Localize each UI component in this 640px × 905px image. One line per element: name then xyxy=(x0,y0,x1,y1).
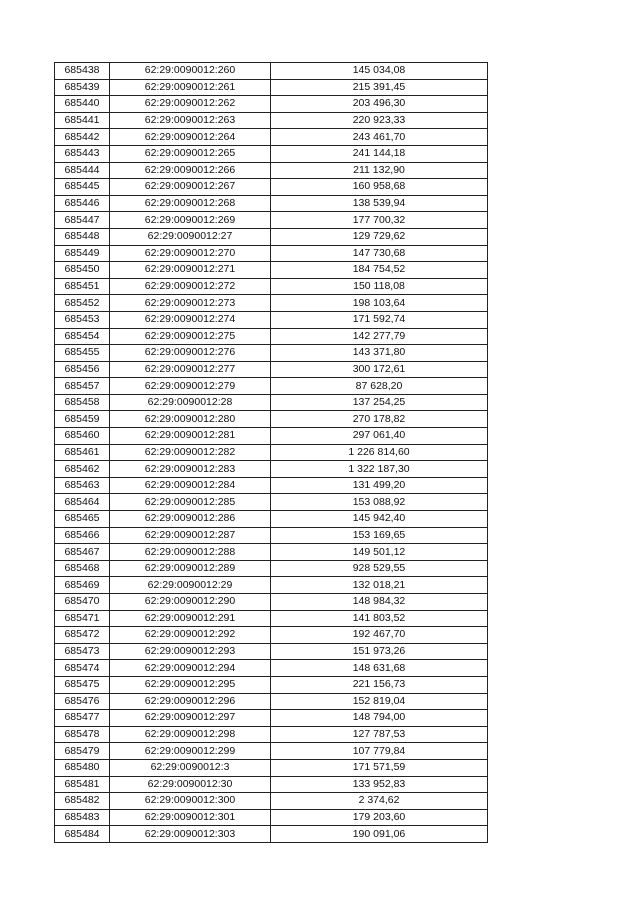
value-cell: 270 178,82 xyxy=(271,411,488,428)
row-id-cell: 685447 xyxy=(55,212,110,229)
table-row xyxy=(55,793,488,810)
cadastral-number-cell: 62:29:0090012:280 xyxy=(110,411,271,428)
value-cell: 160 958,68 xyxy=(271,179,488,196)
value-cell: 145 942,40 xyxy=(271,511,488,528)
value-cell: 297 061,40 xyxy=(271,428,488,445)
cadastral-number-cell: 62:29:0090012:268 xyxy=(110,195,271,212)
table-row xyxy=(55,477,488,494)
cadastral-number-cell: 62:29:0090012:261 xyxy=(110,79,271,96)
row-id-cell: 685450 xyxy=(55,262,110,279)
table-row xyxy=(55,112,488,129)
table-row xyxy=(55,245,488,262)
cadastral-number-cell: 62:29:0090012:272 xyxy=(110,278,271,295)
row-id-cell: 685461 xyxy=(55,444,110,461)
table-row xyxy=(55,411,488,428)
table-row xyxy=(55,378,488,395)
row-id-cell: 685479 xyxy=(55,743,110,760)
row-id-cell: 685468 xyxy=(55,560,110,577)
value-cell: 203 496,30 xyxy=(271,96,488,113)
row-id-cell: 685482 xyxy=(55,793,110,810)
cadastral-number-cell: 62:29:0090012:295 xyxy=(110,676,271,693)
cadastral-number-cell: 62:29:0090012:303 xyxy=(110,826,271,843)
value-cell: 171 592,74 xyxy=(271,311,488,328)
table-row xyxy=(55,394,488,411)
cadastral-number-cell: 62:29:0090012:300 xyxy=(110,793,271,810)
value-cell: 87 628,20 xyxy=(271,378,488,395)
table-row xyxy=(55,710,488,727)
row-id-cell: 685460 xyxy=(55,428,110,445)
row-id-cell: 685480 xyxy=(55,759,110,776)
row-id-cell: 685439 xyxy=(55,79,110,96)
row-id-cell: 685451 xyxy=(55,278,110,295)
data-table xyxy=(54,62,488,843)
cadastral-number-cell: 62:29:0090012:267 xyxy=(110,179,271,196)
table-row xyxy=(55,278,488,295)
cadastral-number-cell: 62:29:0090012:277 xyxy=(110,361,271,378)
table-row xyxy=(55,311,488,328)
value-cell: 133 952,83 xyxy=(271,776,488,793)
value-cell: 243 461,70 xyxy=(271,129,488,146)
cadastral-number-cell: 62:29:0090012:260 xyxy=(110,63,271,80)
value-cell: 145 034,08 xyxy=(271,63,488,80)
table-row xyxy=(55,361,488,378)
row-id-cell: 685452 xyxy=(55,295,110,312)
cadastral-number-cell: 62:29:0090012:288 xyxy=(110,544,271,561)
cadastral-number-cell: 62:29:0090012:265 xyxy=(110,145,271,162)
row-id-cell: 685442 xyxy=(55,129,110,146)
table-row xyxy=(55,345,488,362)
value-cell: 147 730,68 xyxy=(271,245,488,262)
value-cell: 215 391,45 xyxy=(271,79,488,96)
cadastral-number-cell: 62:29:0090012:30 xyxy=(110,776,271,793)
cadastral-number-cell: 62:29:0090012:289 xyxy=(110,560,271,577)
row-id-cell: 685463 xyxy=(55,477,110,494)
row-id-cell: 685438 xyxy=(55,63,110,80)
row-id-cell: 685472 xyxy=(55,627,110,644)
table-row xyxy=(55,328,488,345)
row-id-cell: 685478 xyxy=(55,726,110,743)
table-row xyxy=(55,295,488,312)
table-row xyxy=(55,494,488,511)
cadastral-number-cell: 62:29:0090012:286 xyxy=(110,511,271,528)
cadastral-number-cell: 62:29:0090012:283 xyxy=(110,461,271,478)
table-row xyxy=(55,643,488,660)
value-cell: 211 132,90 xyxy=(271,162,488,179)
table-row xyxy=(55,776,488,793)
row-id-cell: 685456 xyxy=(55,361,110,378)
cadastral-number-cell: 62:29:0090012:264 xyxy=(110,129,271,146)
value-cell: 198 103,64 xyxy=(271,295,488,312)
table-row xyxy=(55,660,488,677)
cadastral-number-cell: 62:29:0090012:299 xyxy=(110,743,271,760)
row-id-cell: 685457 xyxy=(55,378,110,395)
value-cell: 1 322 187,30 xyxy=(271,461,488,478)
row-id-cell: 685465 xyxy=(55,511,110,528)
row-id-cell: 685443 xyxy=(55,145,110,162)
value-cell: 1 226 814,60 xyxy=(271,444,488,461)
table-row xyxy=(55,79,488,96)
value-cell: 221 156,73 xyxy=(271,676,488,693)
row-id-cell: 685475 xyxy=(55,676,110,693)
cadastral-number-cell: 62:29:0090012:294 xyxy=(110,660,271,677)
row-id-cell: 685441 xyxy=(55,112,110,129)
table-row xyxy=(55,826,488,843)
value-cell: 190 091,06 xyxy=(271,826,488,843)
cadastral-number-cell: 62:29:0090012:292 xyxy=(110,627,271,644)
table-row xyxy=(55,63,488,80)
value-cell: 241 144,18 xyxy=(271,145,488,162)
table-row xyxy=(55,759,488,776)
table-row xyxy=(55,461,488,478)
table-row xyxy=(55,527,488,544)
value-cell: 107 779,84 xyxy=(271,743,488,760)
cadastral-number-cell: 62:29:0090012:27 xyxy=(110,228,271,245)
value-cell: 179 203,60 xyxy=(271,809,488,826)
row-id-cell: 685464 xyxy=(55,494,110,511)
value-cell: 148 631,68 xyxy=(271,660,488,677)
row-id-cell: 685473 xyxy=(55,643,110,660)
cadastral-number-cell: 62:29:0090012:298 xyxy=(110,726,271,743)
row-id-cell: 685481 xyxy=(55,776,110,793)
cadastral-number-cell: 62:29:0090012:276 xyxy=(110,345,271,362)
cadastral-number-cell: 62:29:0090012:263 xyxy=(110,112,271,129)
row-id-cell: 685469 xyxy=(55,577,110,594)
table-row xyxy=(55,577,488,594)
table-row xyxy=(55,212,488,229)
value-cell: 184 754,52 xyxy=(271,262,488,279)
value-cell: 149 501,12 xyxy=(271,544,488,561)
row-id-cell: 685470 xyxy=(55,594,110,611)
cadastral-number-cell: 62:29:0090012:262 xyxy=(110,96,271,113)
cadastral-number-cell: 62:29:0090012:297 xyxy=(110,710,271,727)
cadastral-number-cell: 62:29:0090012:296 xyxy=(110,693,271,710)
value-cell: 153 088,92 xyxy=(271,494,488,511)
value-cell: 131 499,20 xyxy=(271,477,488,494)
table-row xyxy=(55,428,488,445)
row-id-cell: 685459 xyxy=(55,411,110,428)
value-cell: 151 973,26 xyxy=(271,643,488,660)
table-row xyxy=(55,610,488,627)
cadastral-number-cell: 62:29:0090012:270 xyxy=(110,245,271,262)
value-cell: 137 254,25 xyxy=(271,394,488,411)
cadastral-number-cell: 62:29:0090012:279 xyxy=(110,378,271,395)
row-id-cell: 685445 xyxy=(55,179,110,196)
row-id-cell: 685444 xyxy=(55,162,110,179)
row-id-cell: 685462 xyxy=(55,461,110,478)
value-cell: 300 172,61 xyxy=(271,361,488,378)
value-cell: 152 819,04 xyxy=(271,693,488,710)
row-id-cell: 685458 xyxy=(55,394,110,411)
table-row xyxy=(55,809,488,826)
row-id-cell: 685483 xyxy=(55,809,110,826)
value-cell: 148 794,00 xyxy=(271,710,488,727)
cadastral-number-cell: 62:29:0090012:285 xyxy=(110,494,271,511)
cadastral-number-cell: 62:29:0090012:282 xyxy=(110,444,271,461)
row-id-cell: 685476 xyxy=(55,693,110,710)
value-cell: 127 787,53 xyxy=(271,726,488,743)
value-cell: 142 277,79 xyxy=(271,328,488,345)
value-cell: 192 467,70 xyxy=(271,627,488,644)
table-row xyxy=(55,179,488,196)
row-id-cell: 685454 xyxy=(55,328,110,345)
cadastral-number-cell: 62:29:0090012:266 xyxy=(110,162,271,179)
table-row xyxy=(55,560,488,577)
row-id-cell: 685455 xyxy=(55,345,110,362)
row-id-cell: 685466 xyxy=(55,527,110,544)
value-cell: 171 571,59 xyxy=(271,759,488,776)
table-body xyxy=(55,63,488,843)
table-row xyxy=(55,145,488,162)
cadastral-number-cell: 62:29:0090012:269 xyxy=(110,212,271,229)
cadastral-number-cell: 62:29:0090012:28 xyxy=(110,394,271,411)
row-id-cell: 685474 xyxy=(55,660,110,677)
value-cell: 148 984,32 xyxy=(271,594,488,611)
cadastral-number-cell: 62:29:0090012:271 xyxy=(110,262,271,279)
value-cell: 177 700,32 xyxy=(271,212,488,229)
value-cell: 143 371,80 xyxy=(271,345,488,362)
cadastral-number-cell: 62:29:0090012:284 xyxy=(110,477,271,494)
cadastral-number-cell: 62:29:0090012:3 xyxy=(110,759,271,776)
table-row xyxy=(55,743,488,760)
cadastral-number-cell: 62:29:0090012:287 xyxy=(110,527,271,544)
table-row xyxy=(55,262,488,279)
cadastral-number-cell: 62:29:0090012:290 xyxy=(110,594,271,611)
table-row xyxy=(55,676,488,693)
row-id-cell: 685467 xyxy=(55,544,110,561)
cadastral-number-cell: 62:29:0090012:274 xyxy=(110,311,271,328)
value-cell: 138 539,94 xyxy=(271,195,488,212)
table-row xyxy=(55,693,488,710)
value-cell: 153 169,65 xyxy=(271,527,488,544)
table-row xyxy=(55,129,488,146)
cadastral-number-cell: 62:29:0090012:281 xyxy=(110,428,271,445)
table-row xyxy=(55,444,488,461)
value-cell: 2 374,62 xyxy=(271,793,488,810)
row-id-cell: 685440 xyxy=(55,96,110,113)
row-id-cell: 685449 xyxy=(55,245,110,262)
row-id-cell: 685484 xyxy=(55,826,110,843)
table-row xyxy=(55,195,488,212)
table-row xyxy=(55,726,488,743)
value-cell: 220 923,33 xyxy=(271,112,488,129)
table-row xyxy=(55,162,488,179)
table-row xyxy=(55,511,488,528)
value-cell: 141 803,52 xyxy=(271,610,488,627)
row-id-cell: 685448 xyxy=(55,228,110,245)
value-cell: 928 529,55 xyxy=(271,560,488,577)
table-row xyxy=(55,594,488,611)
value-cell: 132 018,21 xyxy=(271,577,488,594)
cadastral-number-cell: 62:29:0090012:273 xyxy=(110,295,271,312)
table-row xyxy=(55,228,488,245)
cadastral-number-cell: 62:29:0090012:291 xyxy=(110,610,271,627)
value-cell: 129 729,62 xyxy=(271,228,488,245)
cadastral-number-cell: 62:29:0090012:275 xyxy=(110,328,271,345)
row-id-cell: 685471 xyxy=(55,610,110,627)
row-id-cell: 685477 xyxy=(55,710,110,727)
row-id-cell: 685446 xyxy=(55,195,110,212)
cadastral-number-cell: 62:29:0090012:29 xyxy=(110,577,271,594)
cadastral-number-cell: 62:29:0090012:293 xyxy=(110,643,271,660)
value-cell: 150 118,08 xyxy=(271,278,488,295)
table-row xyxy=(55,627,488,644)
table-row xyxy=(55,544,488,561)
table-row xyxy=(55,96,488,113)
cadastral-number-cell: 62:29:0090012:301 xyxy=(110,809,271,826)
row-id-cell: 685453 xyxy=(55,311,110,328)
